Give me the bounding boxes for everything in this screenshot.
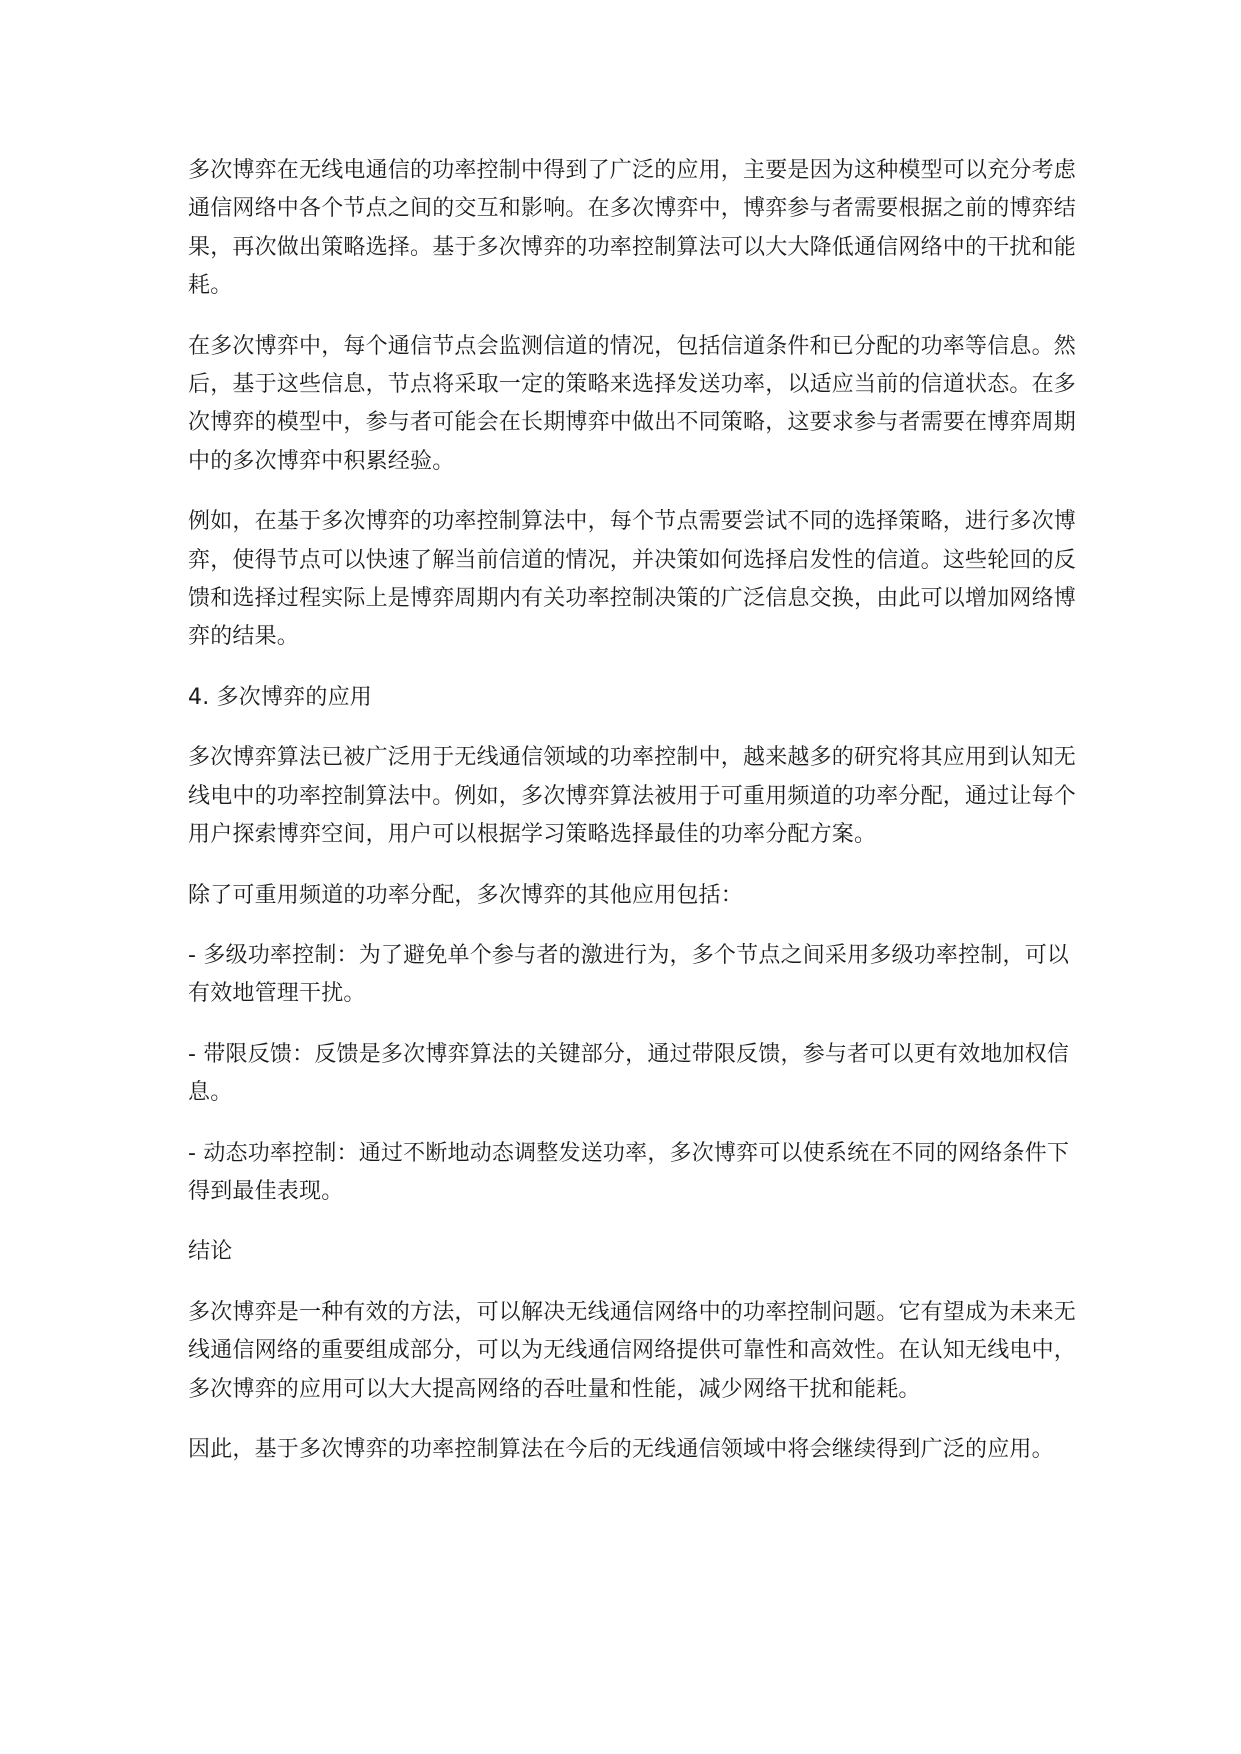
list-item-dynamic-power-control: - 动态功率控制：通过不断地动态调整发送功率，多次博弈可以使系统在不同的网络条件下得到最佳表现。 xyxy=(188,1140,1070,1204)
section-heading-applications: 4. 多次博弈的应用 xyxy=(188,684,372,710)
paragraph-final: 因此，基于多次博弈的功率控制算法在今后的无线通信领域中将会继续得到广泛的应用。 xyxy=(188,1436,1054,1462)
section-heading-conclusion: 结论 xyxy=(188,1239,233,1265)
paragraph-example: 例如，在基于多次博弈的功率控制算法中，每个节点需要尝试不同的选择策略，进行多次博弈，使得节点可以快速了解当前信道的情况，并决策如何选择启发性的信道。这些轮回的反馈和选择过程实际上是博弈周期内有关功率控制决策的广泛信息交换，由此可以增加网络博弈的结果。 xyxy=(188,509,1077,650)
paragraph-monitoring: 在多次博弈中，每个通信节点会监测信道的情况，包括信道条件和已分配的功率等信息。然后，基于这些信息，节点将采取一定的策略来选择发送功率，以适应当前的信道状态。在多次博弈的模型中，参与者可能会在长期博弈中做出不同策略，这要求参与者需要在博弈周期中的多次博弈中积累经验。 xyxy=(188,333,1077,474)
document-body xyxy=(188,152,1078,1491)
list-item-multilevel-power-control: - 多级功率控制：为了避免单个参与者的激进行为，多个节点之间采用多级功率控制，可以有效地管理干扰。 xyxy=(188,942,1070,1007)
list-item-band-limited-feedback: - 带限反馈：反馈是多次博弈算法的关键部分，通过带限反馈，参与者可以更有效地加权信息。 xyxy=(188,1041,1070,1106)
paragraph-applications: 多次博弈算法已被广泛用于无线通信领域的功率控制中，越来越多的研究将其应用到认知无线电中的功率控制算法中。例如，多次博弈算法被用于可重用频道的功率分配，通过让每个用户探索博弈空间，用户可以根据学习策略选择最佳的功率分配方案。 xyxy=(188,745,1077,848)
paragraph-intro: 多次博弈在无线电通信的功率控制中得到了广泛的应用，主要是因为这种模型可以充分考虑通信网络中各个节点之间的交互和影响。在多次博弈中，博弈参与者需要根据之前的博弈结果，再次做出策略选择。基于多次博弈的功率控制算法可以大大降低通信网络中的干扰和能耗。 xyxy=(188,158,1077,299)
paragraph-conclusion: 多次博弈是一种有效的方法，可以解决无线通信网络中的功率控制问题。它有望成为未来无线通信网络的重要组成部分，可以为无线通信网络提供可靠性和高效性。在认知无线电中，多次博弈的应用可以大大提高网络的吞吐量和性能，减少网络干扰和能耗。 xyxy=(188,1299,1077,1402)
paragraph-other-applications: 除了可重用频道的功率分配，多次博弈的其他应用包括： xyxy=(188,882,744,908)
